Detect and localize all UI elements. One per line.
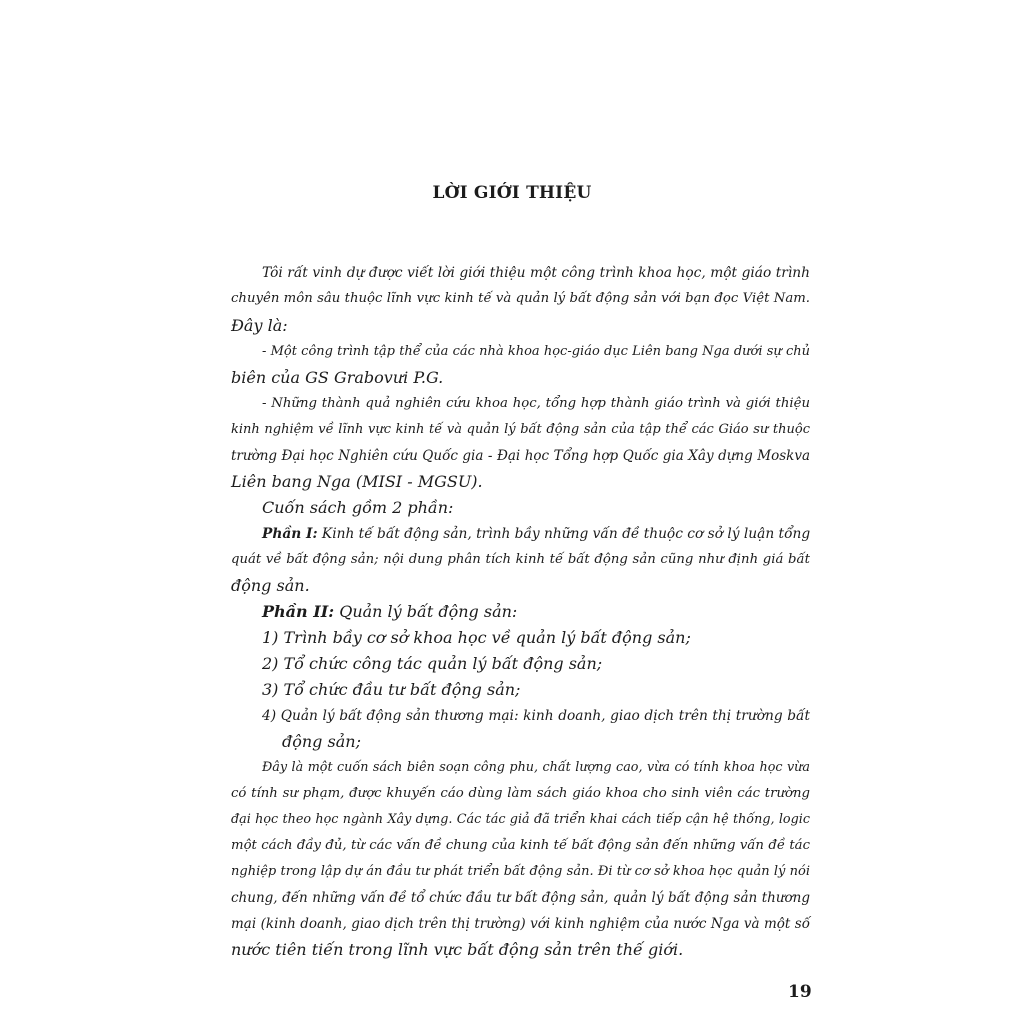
book-parts-intro: Cuốn sách gồm 2 phần: <box>262 498 454 517</box>
part-1-label: Phần I: <box>262 526 318 542</box>
part-2-item-3: 3) Tổ chức đầu tư bất động sản; <box>262 680 521 699</box>
page-number: 19 <box>788 982 812 1002</box>
final-paragraph-line-7: mại (kinh doanh, giao dịch trên thị trường) với kinh nghiệm của nước Nga và một số <box>231 916 810 932</box>
bullet-2-line-1: - Những thành quả nghiên cứu khoa học, tổng hợp thành giáo trình và giới thiệu <box>262 396 810 411</box>
part-2-line <box>262 602 517 622</box>
part-2-item-4-continued: động sản; <box>282 732 361 751</box>
part-2-item-4: 4) Quản lý bất động sản thương mại: kinh doanh, giao dịch trên thị trường bất <box>262 708 810 724</box>
bullet-2-line-2: kinh nghiệm về lĩnh vực kinh tế và quản lý bất động sản của tập thể các Giáo sư thuộc <box>231 422 810 437</box>
part-2-label: Phần II: <box>262 602 335 621</box>
part-1-line-3: động sản. <box>231 576 310 595</box>
part-1-line-2: quát về bất động sản; nội dung phân tích kinh tế bất động sản cũng như định giá bất <box>231 552 810 567</box>
final-paragraph-line-6: chung, đến những vấn đề tổ chức đầu tư bất động sản, quản lý bất động sản thương <box>231 890 810 906</box>
final-paragraph-line-4: một cách đầy đủ, từ các vấn đề chung của kinh tế bất động sản đến những vấn đề tác <box>231 838 810 853</box>
part-2-item-2: 2) Tổ chức công tác quản lý bất động sản; <box>262 654 603 673</box>
part-1-line-1 <box>262 524 810 544</box>
part-2-text: Quản lý bất động sản: <box>334 602 518 621</box>
final-paragraph-line-3: đại học theo học ngành Xây dựng. Các tác giả đã triển khai cách tiếp cận hệ thống, logic <box>231 812 810 827</box>
part-1-text: Kinh tế bất động sản, trình bầy những vấn đề thuộc cơ sở lý luận tổng <box>317 526 811 542</box>
part-2-item-1: 1) Trình bầy cơ sở khoa học về quản lý bất động sản; <box>262 628 691 647</box>
paragraph-1-line-1: Tôi rất vinh dự được viết lời giới thiệu một công trình khoa học, một giáo trình <box>262 265 810 281</box>
final-paragraph-line-5: nghiệp trong lập dự án đầu tư phát triển bất động sản. Đi từ cơ sở khoa học quản lý nói <box>231 864 810 879</box>
bullet-2-line-4: Liên bang Nga (MISI - MGSU). <box>231 472 483 491</box>
page-title: LỜI GIỚI THIỆU <box>432 183 592 203</box>
bullet-1-line-1: - Một công trình tập thể của các nhà khoa học-giáo dục Liên bang Nga dưới sự chủ <box>262 344 810 359</box>
paragraph-1-line-2: chuyên môn sâu thuộc lĩnh vực kinh tế và quản lý bất động sản với bạn đọc Việt Nam. <box>231 291 810 306</box>
bullet-2-line-3: trường Đại học Nghiên cứu Quốc gia - Đại học Tổng hợp Quốc gia Xây dựng Moskva <box>231 448 810 464</box>
final-paragraph-line-8: nước tiên tiến trong lĩnh vực bất động sản trên thế giới. <box>231 940 684 959</box>
paragraph-1-line-3: Đây là: <box>231 316 288 335</box>
final-paragraph-line-1: Đây là một cuốn sách biên soạn công phu, chất lượng cao, vừa có tính khoa học vừa <box>262 760 810 775</box>
bullet-1-line-2: biên của GS Grabovưi P.G. <box>231 368 444 387</box>
final-paragraph-line-2: có tính sư phạm, được khuyến cáo dùng làm sách giáo khoa cho sinh viên các trường <box>231 786 810 801</box>
